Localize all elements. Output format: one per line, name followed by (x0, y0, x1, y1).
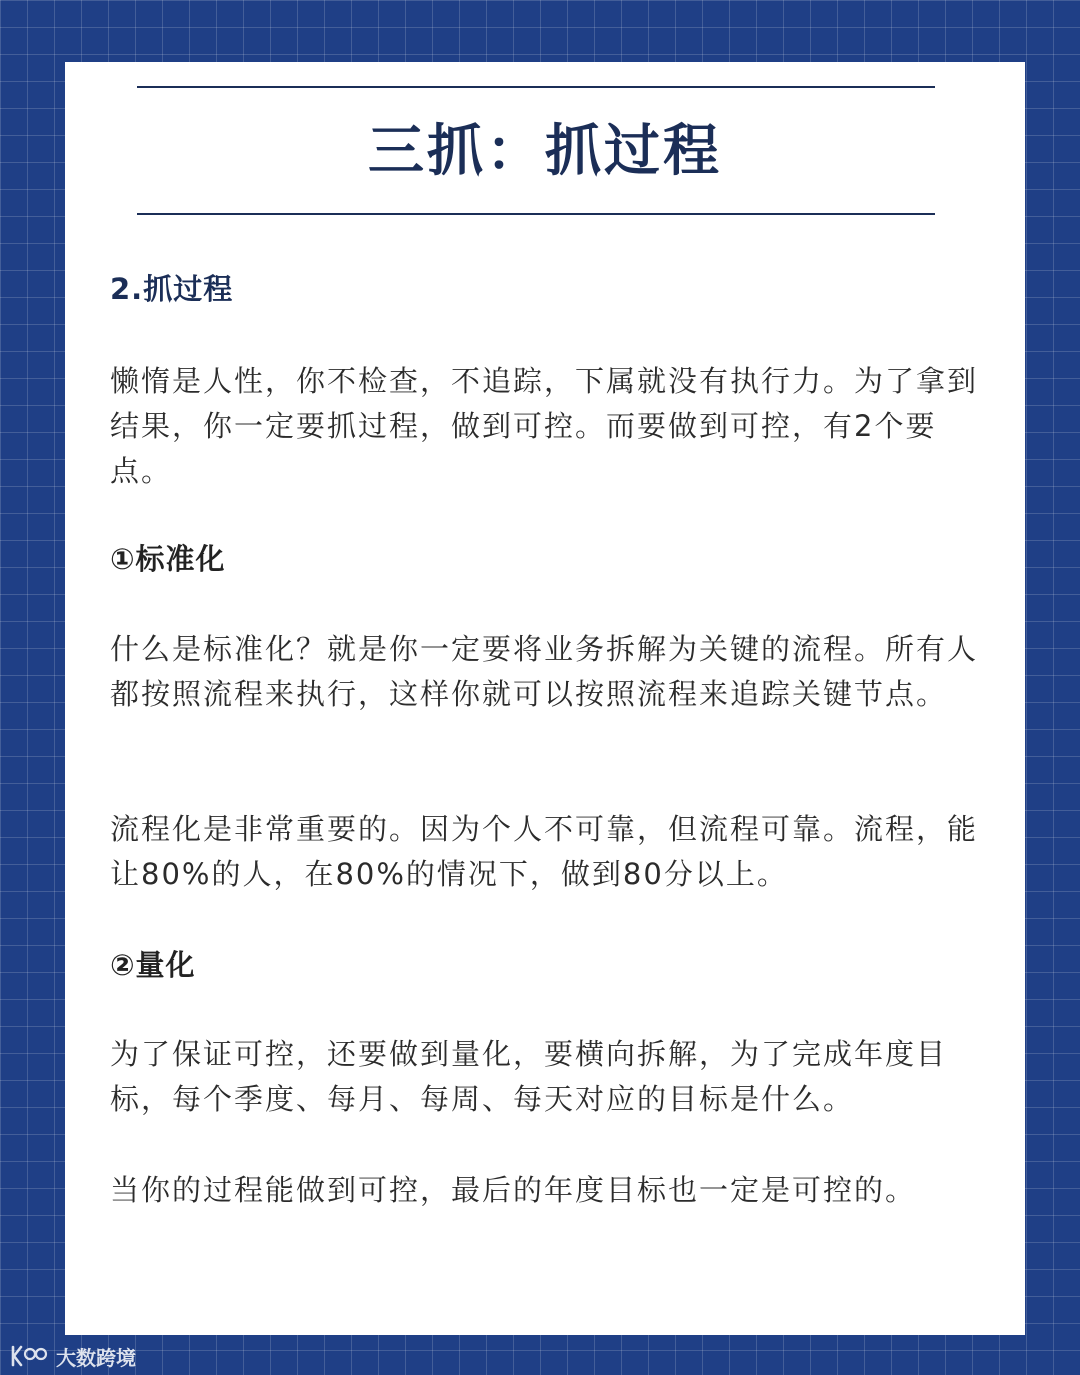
point2-heading: ②量化 (110, 948, 196, 982)
watermark-text: 大数跨境 (56, 1345, 136, 1370)
point2-paragraph-2: 当你的过程能做到可控，最后的年度目标也一定是可控的。 (110, 1173, 917, 1207)
page-title: 三抓：抓过程 (368, 119, 722, 184)
point1-heading: ①标准化 (110, 542, 226, 576)
section-heading: 2.抓过程 (110, 272, 234, 306)
point1-paragraph-2: 流程化是非常重要的。因为个人不可靠，但流程可靠。流程，能让80%的人，在80%的情况下，做到80分以上。 (110, 812, 979, 891)
intro-paragraph: 懒惰是人性，你不检查，不追踪，下属就没有执行力。为了拿到结果，你一定要抓过程，做到可控。而要做到可控，有2个要点。 (110, 364, 979, 488)
watermark (10, 1342, 136, 1370)
point1-paragraph-1: 什么是标准化？就是你一定要将业务拆解为关键的流程。所有人都按照流程来执行，这样你就可以按照流程来追踪关键节点。 (110, 632, 979, 711)
title-bottom-divider (137, 213, 935, 215)
point2-paragraph-1: 为了保证可控，还要做到量化，要横向拆解，为了完成年度目标，每个季度、每月、每周、每天对应的目标是什么。 (110, 1037, 948, 1116)
title-top-divider (137, 86, 935, 88)
content-card (65, 62, 1025, 1335)
brand-logo-icon (10, 1344, 50, 1368)
